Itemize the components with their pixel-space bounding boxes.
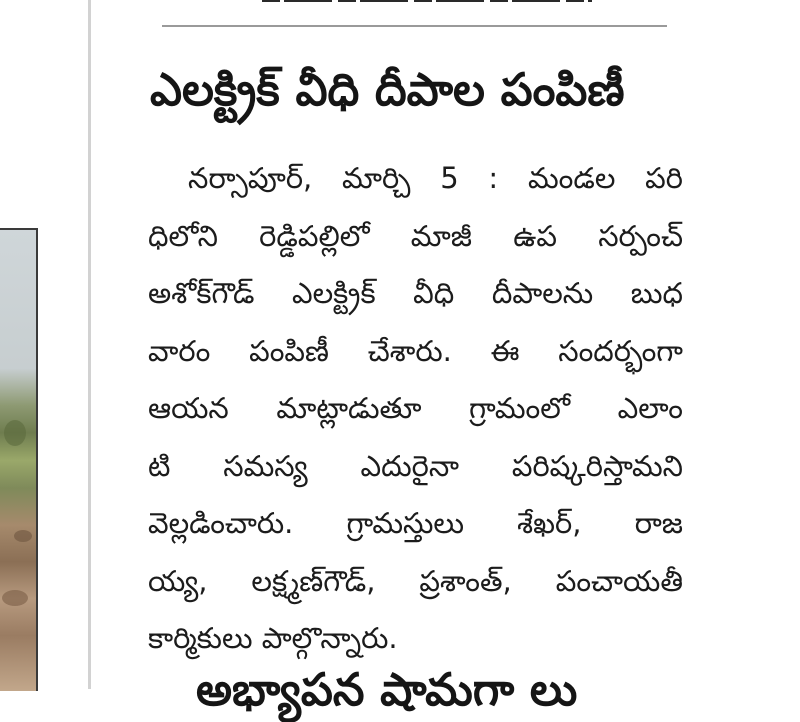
- next-article-headline: [196, 650, 636, 716]
- body-line: నర్సాపూర్‌, మార్చి 5 : మండల పరి: [188, 161, 683, 195]
- article-headline: ఎలక్ట్రిక్‌ వీధి దీపాల పంపిణీ: [150, 63, 625, 116]
- body-line: ఆయన మాట్లాడుతూ గ్రామంలో ఎలాం: [148, 391, 683, 425]
- body-line: అశోక్‌గౌడ్‌ ఎలక్ట్రిక్‌ వీధి దీపాలను బుధ: [148, 276, 683, 310]
- body-line: టి సమస్య ఎదురైనా పరిష్కరిస్తామని: [148, 448, 683, 483]
- article-body: [148, 150, 683, 668]
- body-line: య్య, లక్ష్మణ్‌గౌడ్‌, ప్రశాంత్‌, పంచాయతీ: [148, 563, 683, 598]
- body-line: వెల్లడించారు. గ్రామస్తులు శేఖర్‌, రాజ: [148, 506, 683, 540]
- neighbouring-photo: [0, 228, 38, 691]
- body-line: వారం పంపిణీ చేశారు. ఈ సందర్భంగా: [148, 333, 683, 368]
- column-rule: [88, 0, 91, 689]
- body-line: ధిలోని రెడ్డిపల్లిలో మాజీ ఉప సర్పంచ్‌: [148, 218, 683, 253]
- next-article-headline-text: అభ్యాపన షామగా లు: [196, 663, 578, 716]
- previous-article-fragment: [262, 0, 592, 2]
- body-line: కార్మికులు పాల్గొన్నారు.: [148, 621, 398, 655]
- article-divider: [162, 25, 667, 27]
